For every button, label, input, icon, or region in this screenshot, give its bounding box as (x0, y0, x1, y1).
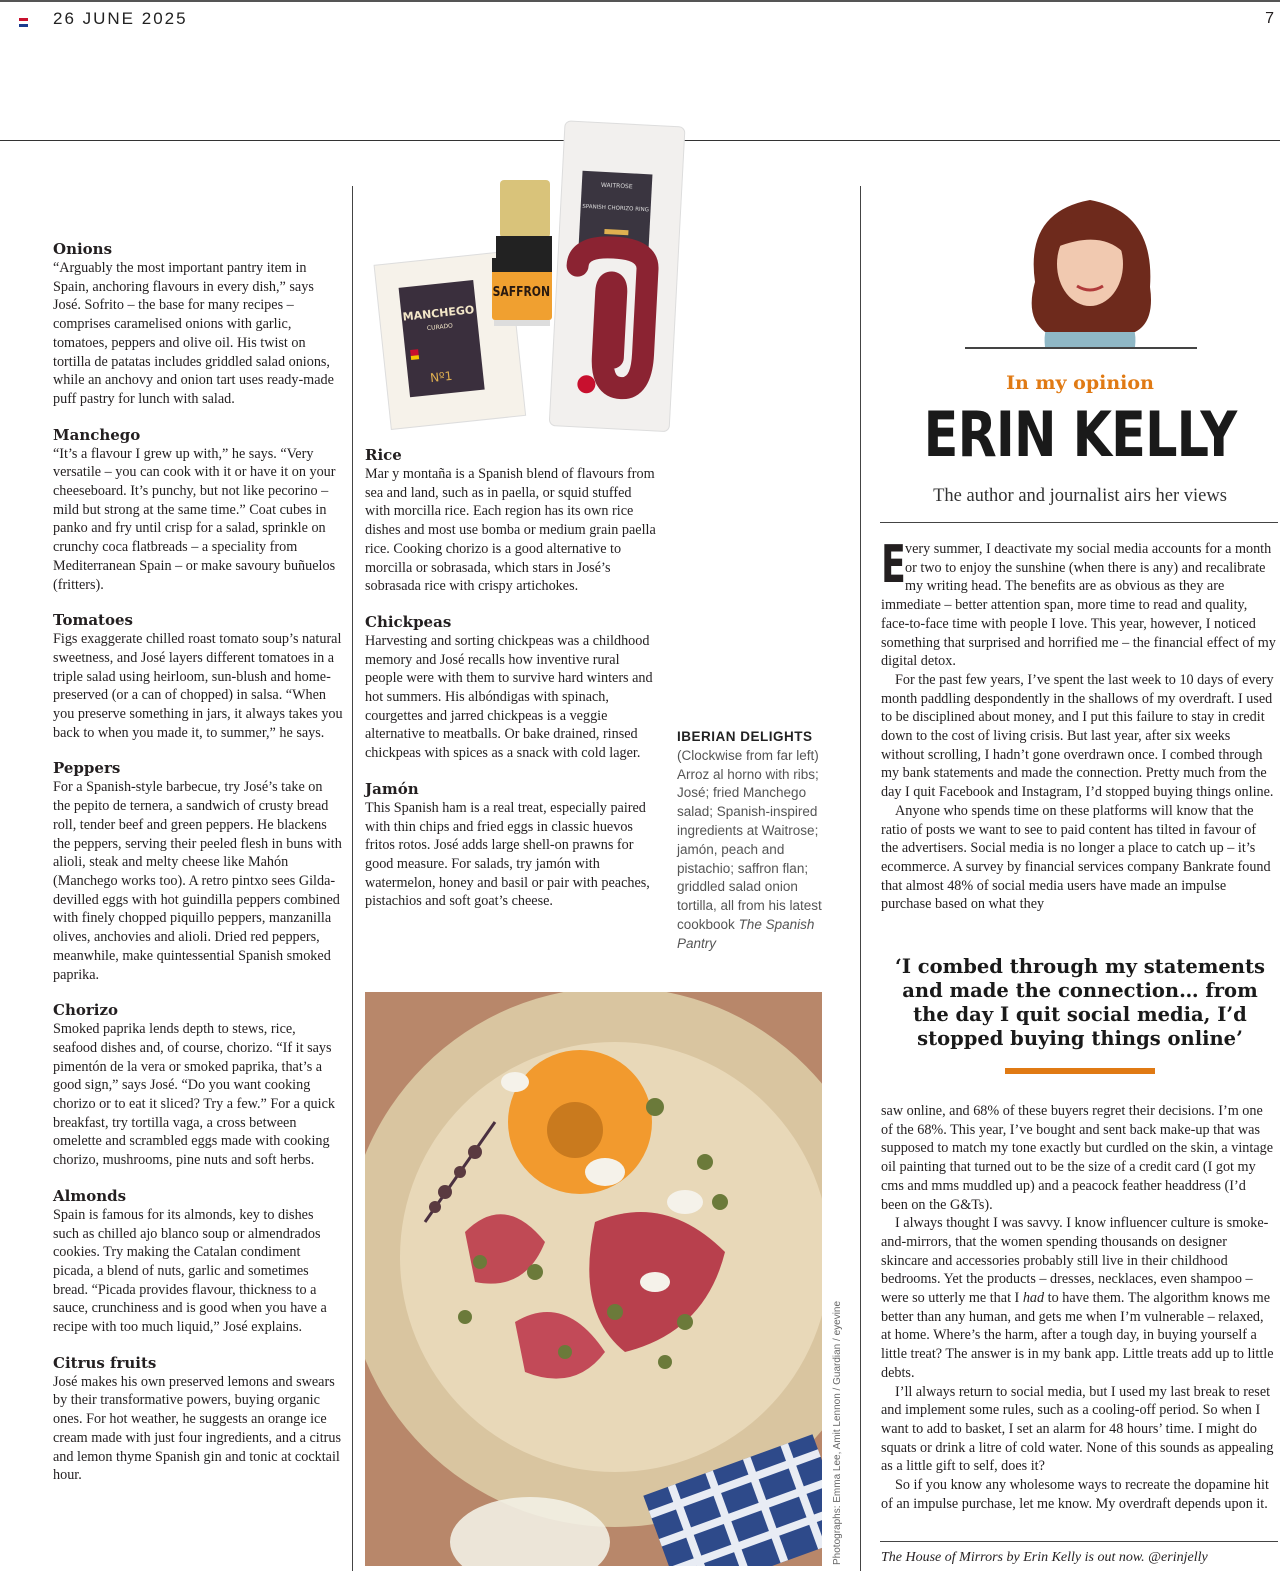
saffron-jar (492, 180, 552, 326)
section-body: Harvesting and sorting chickpeas was a childhood memory and José recalls how inventive rural people were with them to survive hard winters and hot summers. His albóndigas with spinach, courgettes and jarred chickpeas is a veggie alternative to meatballs. Or bake drained, rinsed chickpeas with spices as a snack with cold lager. (365, 632, 653, 762)
paragraph: Anyone who spends time on these platforms will know that the ratio of posts we want to see to paid content has tilted in favour of the advertisers. Social media is no longer a place to catch up – it’s ecommerce. A survey by financial services company Bankrate found that almost 48% of social media users have made an impulse purchase based on what they (881, 802, 1271, 913)
left-column (53, 240, 343, 1485)
chorizo-brand: WAITROSE (600, 181, 633, 191)
section-heading: Rice (365, 446, 402, 464)
paragraph: saw online, and 68% of these buyers regret their decisions. I’m one of the 68%. This year, I’ve bought and sent back make-up that was supposed to match my tone exactly but curdled on the skin, a vintage oil painting that turned out to be the size of a credit card (I got my cms and mms muddled up) and a peacock feather headdress (I’d been on the G&Ts). (881, 1103, 1274, 1213)
section-body: This Spanish ham is a real treat, especially paired with thin chips and fried eggs in classic huevos fritos rotos. José adds large shell-on prawns for good measure. For salads, try jamón with watermelon, honey and basil or pair with peaches, pistachios and soft goat’s cheese. (365, 799, 650, 910)
section-jamon (365, 780, 657, 911)
emphasis: had (1022, 1290, 1045, 1307)
standfirst-rule (880, 522, 1278, 523)
section-body: Smoked paprika lends depth to stews, rice, seafood dishes and, of course, chorizo. “If it says pimentón de la vera or smoked paprika, that’s a good sign,” says José. “Do you want cooking chorizo or to eat it sliced? Try a few.” For a quick breakfast, try tortilla vaga, a cross between omelette and scrambled eggs made with cooking chorizo, mushrooms, pine nuts and soft herbs. (53, 1021, 335, 1169)
kicker: In my opinion (1006, 372, 1154, 394)
section-heading: Citrus fruits (53, 1353, 157, 1372)
section-body: Figs exaggerate chilled roast tomato soup’s natural sweetness, and José layers different tomatoes in a triple salad using heirloom, sun-blush and home-preserved (or a can of chopped) in salsa. “When you preserve something in jars, it always takes you back to when you made it, to summer,” he says. (53, 631, 343, 741)
top-rule (0, 0, 1280, 2)
section-body: “Arguably the most important pantry item in Spain, anchoring flavours in every dish,” says José. Sofrito – the base for many recipes – comprises caramelised onions with garlic, tomatoes, peppers and olive oil. His twist on tortilla de patatas includes griddled salad onions, while an anchovy and onion tart uses ready-made puff pastry for lunch with salad. (53, 260, 334, 407)
author-name: ERIN KELLY (923, 398, 1237, 471)
drop-cap: E (881, 535, 906, 595)
section-heading: Jamón (365, 779, 419, 798)
section-body: José makes his own preserved lemons and swears by their transformative powers, buying organic ones. For hot weather, he suggests an orange ice cream made with just four ingredients, and a citrus and lemon thyme Spanish gin and tonic at cocktail hour. (53, 1373, 341, 1484)
section-body: “It’s a flavour I grew up with,” he says. “Very versatile – you can cook with it or have it on your cheeseboard. It’s punchy, but not like pecorino – mild but strong at the same time.” Coat cubes in panko and fry until crisp for a salad, sprinkle on crunchy coca flatbreads – a speciality from Mediterranean Spain – or make savoury buñuelos (fritters). (53, 445, 336, 593)
section-chorizo (53, 1001, 343, 1170)
section-body: Mar y montaña is a Spanish blend of flavours from sea and land, such as in paella, or squid stuffed with morcilla rice. Each region has its own rice dishes and most use bomba or medium grain paella rice. Cooking chorizo is a good alternative to morcilla or sobrasada, which stars in José’s sobrasada rice with crispy artichokes. (365, 466, 656, 595)
book-credit: The House of Mirrors by Erin Kelly is out now. @erinjelly (881, 1550, 1208, 1565)
paragraph-text: to have them. The algorithm knows me better than any human, and gets me when I’m vulnerable – relaxed, at home. Where’s the harm, after a tough day, in buying yourself a little treat? The answer is in my bank app. Little treats add up to little debts. (881, 1290, 1274, 1381)
opinion-body-top (881, 535, 1276, 914)
section-heading: Peppers (53, 759, 121, 778)
column-divider-right (860, 186, 861, 1571)
section-body: For a Spanish-style barbecue, try José’s take on the pepito de ternera, a sandwich of crusty bread roll, tender beef and green peppers. He blackens the peppers, serving their peeled flesh in buns with alioli, steak and melty cheese like Mahón (Manchego works too). A retro pintxo sees Gilda-devilled eggs with hot guindilla peppers combined with finely chopped piquillo peppers, manzanilla olives, anchovies and alioli. Dried red peppers, meanwhile, make quintessential Spanish smoked paprika. (53, 779, 342, 983)
paragraph: I’ll always return to social media, but I used my last break to reset and implement some rules, such as a cooling-off period. So when I want to add to basket, I set an alarm for 48 hours’ time. I might do squats or drink a litre of cold water. None of this sounds as appealing as a little gift to self, does it? (881, 1383, 1274, 1475)
column-divider-left (352, 186, 353, 1571)
opinion-body-bottom (881, 1102, 1276, 1513)
section-heading: Almonds (53, 1186, 127, 1205)
section-citrus (53, 1354, 343, 1485)
paragraph-text: I always thought I was savvy. I know influencer culture is smoke-and-mirrors, that the women spending thousands on designer skincare and accessories probably still live in their childhood bedrooms. Yet the products – dresses, necklaces, even shampoo – were so utterly me that I (881, 1215, 1269, 1307)
section-rice (365, 446, 657, 596)
section-almonds (53, 1187, 343, 1337)
paragraph (881, 535, 1276, 671)
flag-icon (19, 18, 28, 27)
cheese-mark: Nº1 (429, 368, 454, 386)
section-body: Spain is famous for its almonds, key to dishes such as chilled ajo blanco soup or almendrados cookies. Try making the Catalan condiment picada, a blend of nuts, garlic and sometimes bread. “Picada provides flavour, thickness to a sauce, crunchiness and is good when you have a recipe with too much liquid,” José explains. (53, 1206, 327, 1336)
caption-book: The Spanish Pantry (677, 916, 815, 951)
section-heading: Chorizo (53, 1001, 118, 1020)
section-manchego (53, 426, 343, 595)
portrait-rule (965, 347, 1197, 349)
caption-text: (Clockwise from far left) Arroz al horno with ribs; José; fried Manchego salad; Spanish-inspired ingredients at Waitrose; jamón, peach and pistachio; saffron flan; griddled salad onion tortilla, all from his latest cookbook (677, 747, 822, 932)
section-chickpeas (365, 613, 657, 763)
middle-column (365, 446, 657, 928)
section-heading: Chickpeas (365, 612, 452, 631)
paragraph: For the past few years, I’ve spent the last week to 10 days of every month paddling despondently in the shallows of my overdraft. I used to be disciplined about money, and I put this failure to stay in credit down to the cost of living crisis. But last year, after six weeks without scrolling, I hadn’t gone overdrawn once. I combed through my bank statements and made the connection. Pretty much from the day I quit Facebook and Instagram, I’d stopped buying things online. (881, 671, 1274, 801)
section-heading: Tomatoes (53, 611, 133, 630)
section-peppers (53, 759, 343, 984)
issue-date: 26 JUNE 2025 (53, 9, 188, 28)
paragraph (881, 1214, 1276, 1382)
section-heading: Manchego (53, 425, 141, 444)
section-tomatoes (53, 611, 343, 742)
product-photo (362, 118, 692, 438)
paragraph-text: very summer, I deactivate my social media accounts for a month or two to enjoy the sunshine (when there is any) and recalibrate my writing head. The benefits are as obvious as they are immediate – better attention span, more time to read and quality, face-to-face time with people I love. This year, however, I noticed something that surprised and horrified me – the financial effect of my digital detox. (881, 541, 1276, 670)
standfirst: The author and journalist airs her views (933, 486, 1227, 506)
pull-quote-bar (1005, 1068, 1155, 1074)
section-onions (53, 240, 343, 409)
caption-title: IBERIAN DELIGHTS (677, 729, 813, 744)
cheese-sublabel: CURADO (426, 322, 454, 333)
photo-credit: Photographs: Emma Lee, Amit Lennon / Guardian / eyevine (832, 1300, 843, 1565)
paragraph: So if you know any wholesome ways to recreate the dopamine hit of an impulse purchase, let me know. My overdraft depends upon it. (881, 1477, 1269, 1512)
photo-caption (677, 728, 827, 954)
food-photo (365, 992, 822, 1566)
pull-quote: ‘I combed through my statements and made the connection… from the day I quit social media, I’d stopped buying things online’ (895, 955, 1265, 1050)
footer-rule (880, 1541, 1278, 1542)
chorizo-label: SPANISH CHORIZO RING (582, 203, 650, 214)
saffron-label: SAFFRON (492, 284, 550, 300)
page-number: 7 (1265, 10, 1274, 27)
cheese-label: MANCHEGO (402, 303, 475, 324)
section-heading: Onions (53, 240, 113, 258)
author-portrait (1005, 192, 1175, 347)
chorizo-pack (549, 121, 685, 432)
